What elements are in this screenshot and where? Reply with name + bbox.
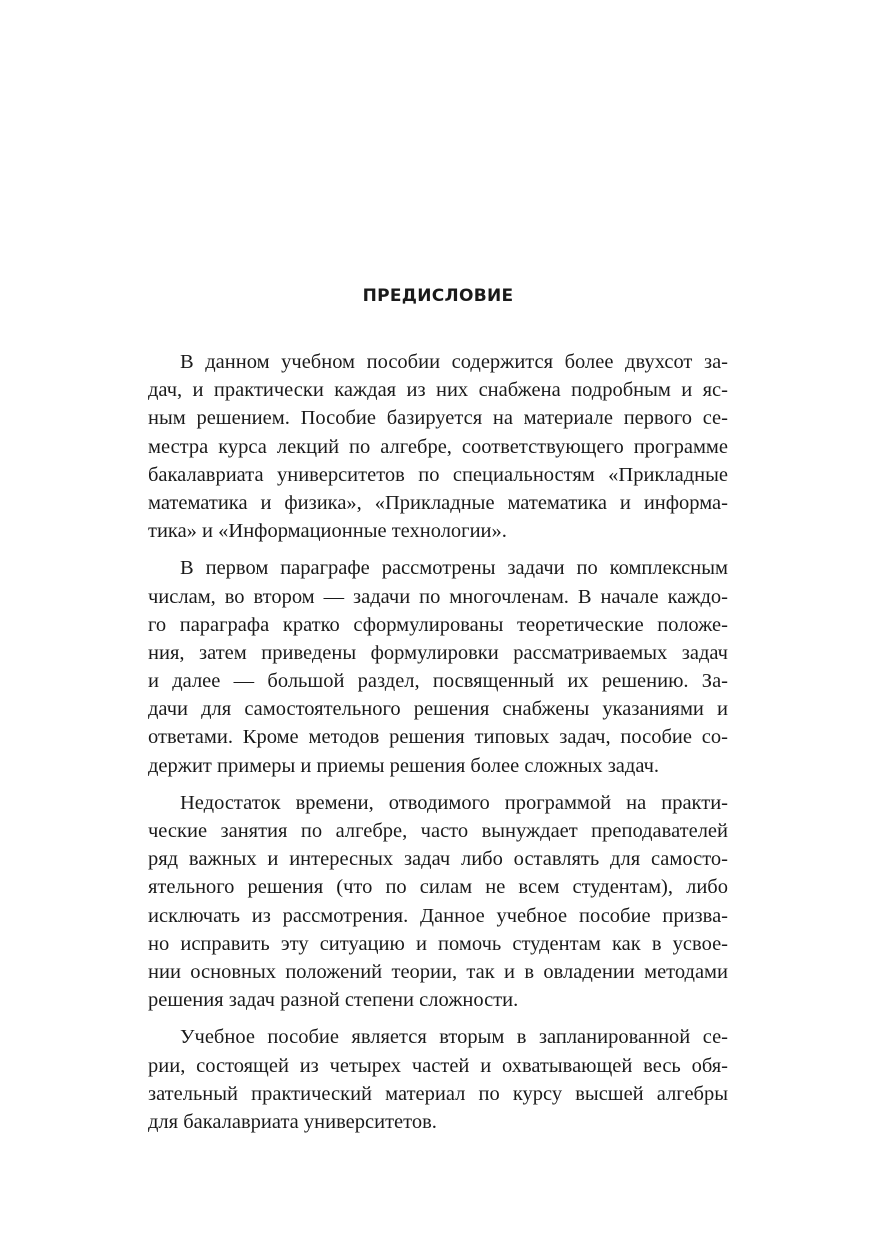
- text-line: Недостаток времени, отводимого программой на практи-: [180, 791, 728, 814]
- text-line: нии основных положений теории, так и в овладении методами: [148, 960, 728, 983]
- text-line: ческие занятия по алгебре, часто вынуждает преподавателей: [148, 820, 728, 842]
- text-line: го параграфа кратко сформулированы теоретические положе-: [148, 613, 728, 636]
- paragraph-3: [148, 789, 728, 1015]
- text-line: ответами. Кроме методов решения типовых задач, пособие со-: [148, 726, 728, 749]
- text-line: держит примеры и приемы решения более сложных задач.: [148, 754, 660, 777]
- text-line: местра курса лекций по алгебре, соответствующего программе: [148, 435, 728, 458]
- text-line: решения задач разной степени сложности.: [148, 989, 519, 1012]
- paragraph-4: [148, 1023, 728, 1136]
- text-line: бакалавриата университетов по специальностям «Прикладные: [148, 463, 728, 486]
- text-line: рии, состоящей из четырех частей и охватывающей весь обя-: [148, 1054, 728, 1077]
- text-line: ятельного решения (что по силам не всем студентам), либо: [148, 876, 728, 899]
- paragraph-2: [148, 554, 728, 780]
- text-line: числам, во втором — задачи по многочленам. В начале каждо-: [148, 585, 728, 608]
- text-line: зательный практический материал по курсу высшей алгебры: [148, 1082, 728, 1105]
- text-line: исключать из рассмотрения. Данное учебное пособие призва-: [148, 904, 728, 927]
- text-line: но исправить эту ситуацию и помочь студентам как в усвое-: [148, 932, 728, 955]
- page-title: ПРЕДИСЛОВИЕ: [362, 286, 514, 306]
- text-line: В данном учебном пособии содержится более двухсот за-: [180, 351, 728, 373]
- text-line: ния, затем приведены формулировки рассматриваемых задач: [148, 641, 728, 664]
- text-line: тика» и «Информационные технологии».: [148, 520, 507, 543]
- paragraph-1: [148, 348, 728, 545]
- text-line: и далее — большой раздел, посвященный их решению. За-: [148, 670, 728, 693]
- preface-body: [148, 348, 728, 1145]
- text-line: математика и физика», «Прикладные математика и информа-: [148, 491, 728, 514]
- text-line: Учебное пособие является вторым в запланированной се-: [180, 1026, 728, 1049]
- text-line: В первом параграфе рассмотрены задачи по комплексным: [180, 557, 728, 580]
- text-line: дач, и практически каждая из них снабжена подробным и яс-: [148, 379, 728, 402]
- text-line: ряд важных и интересных задач либо оставлять для самосто-: [148, 848, 728, 871]
- text-line: дачи для самостоятельного решения снабжены указаниями и: [148, 698, 728, 721]
- text-line: ным решением. Пособие базируется на материале первого се-: [148, 407, 728, 430]
- text-line: для бакалавриата университетов.: [148, 1110, 437, 1133]
